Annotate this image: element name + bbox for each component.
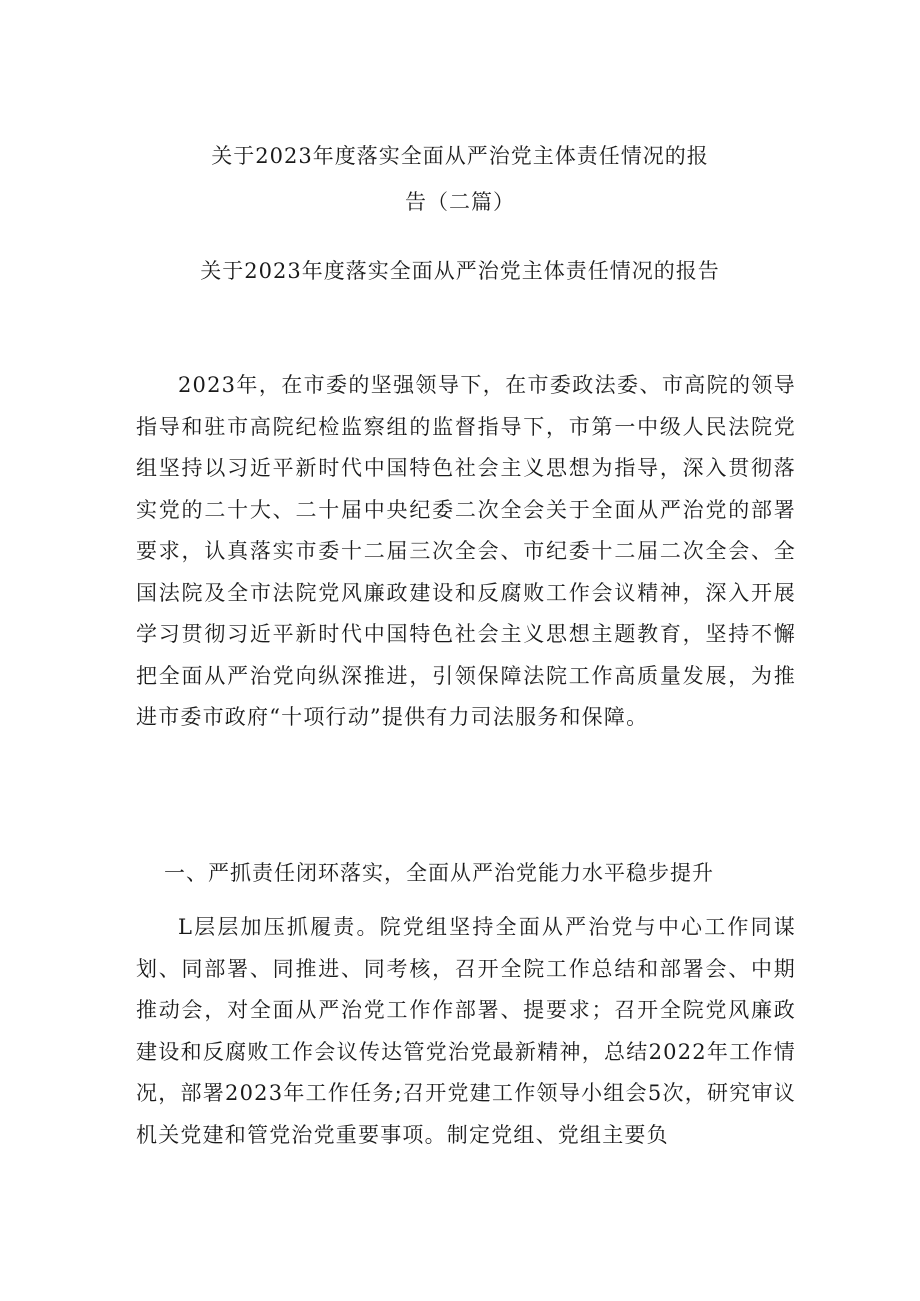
body-paragraph-intro: 2023年，在市委的坚强领导下，在市委政法委、市高院的领导指导和驻市高院纪检监察组的监督指导下，市第一中级人民法院党组坚持以习近平新时代中国特色社会主义思想为指导，深入贯彻落实党的二十大、二十届中央纪委二次全会关于全面从严治党的部署要求，认真落实市委十二届三次全会、市纪委十二届二次全会、全国法院及全市法院党风廉政建设和反腐败工作会议精神，深入开展学习贯彻习近平新时代中国特色社会主义思想主题教育，坚持不懈把全面从严治党向纵深推进，引领保障法院工作高质量发展，为推进市委市政府“十项行动”提供有力司法服务和保障。 (136, 373, 796, 729)
document-subtitle: 关于2023年度落实全面从严治党主体责任情况的报告 (200, 259, 720, 283)
body-paragraph-responsibility: L层层加压抓履责。院党组坚持全面从严治党与中心工作同谋划、同部署、同推进、同考核，召开全院工作总结和部署会、中期推动会，对全面从严治党工作作部署、提要求；召开全院党风廉政建设和反腐败工作会议传达管党治党最新精神，总结2022年工作情况，部署2023年工作任务;召开党建工作领导小组会5次，研究审议机关党建和管党治党重要事项。制定党组、党组主要负 (136, 915, 796, 1147)
document-title-line2: 告（二篇） (405, 190, 515, 214)
document-title-line1: 关于2023年度落实全面从严治党主体责任情况的报 (211, 144, 709, 168)
section-heading-1: 一、严抓责任闭环落实，全面从严治党能力水平稳步提升 (164, 861, 714, 885)
